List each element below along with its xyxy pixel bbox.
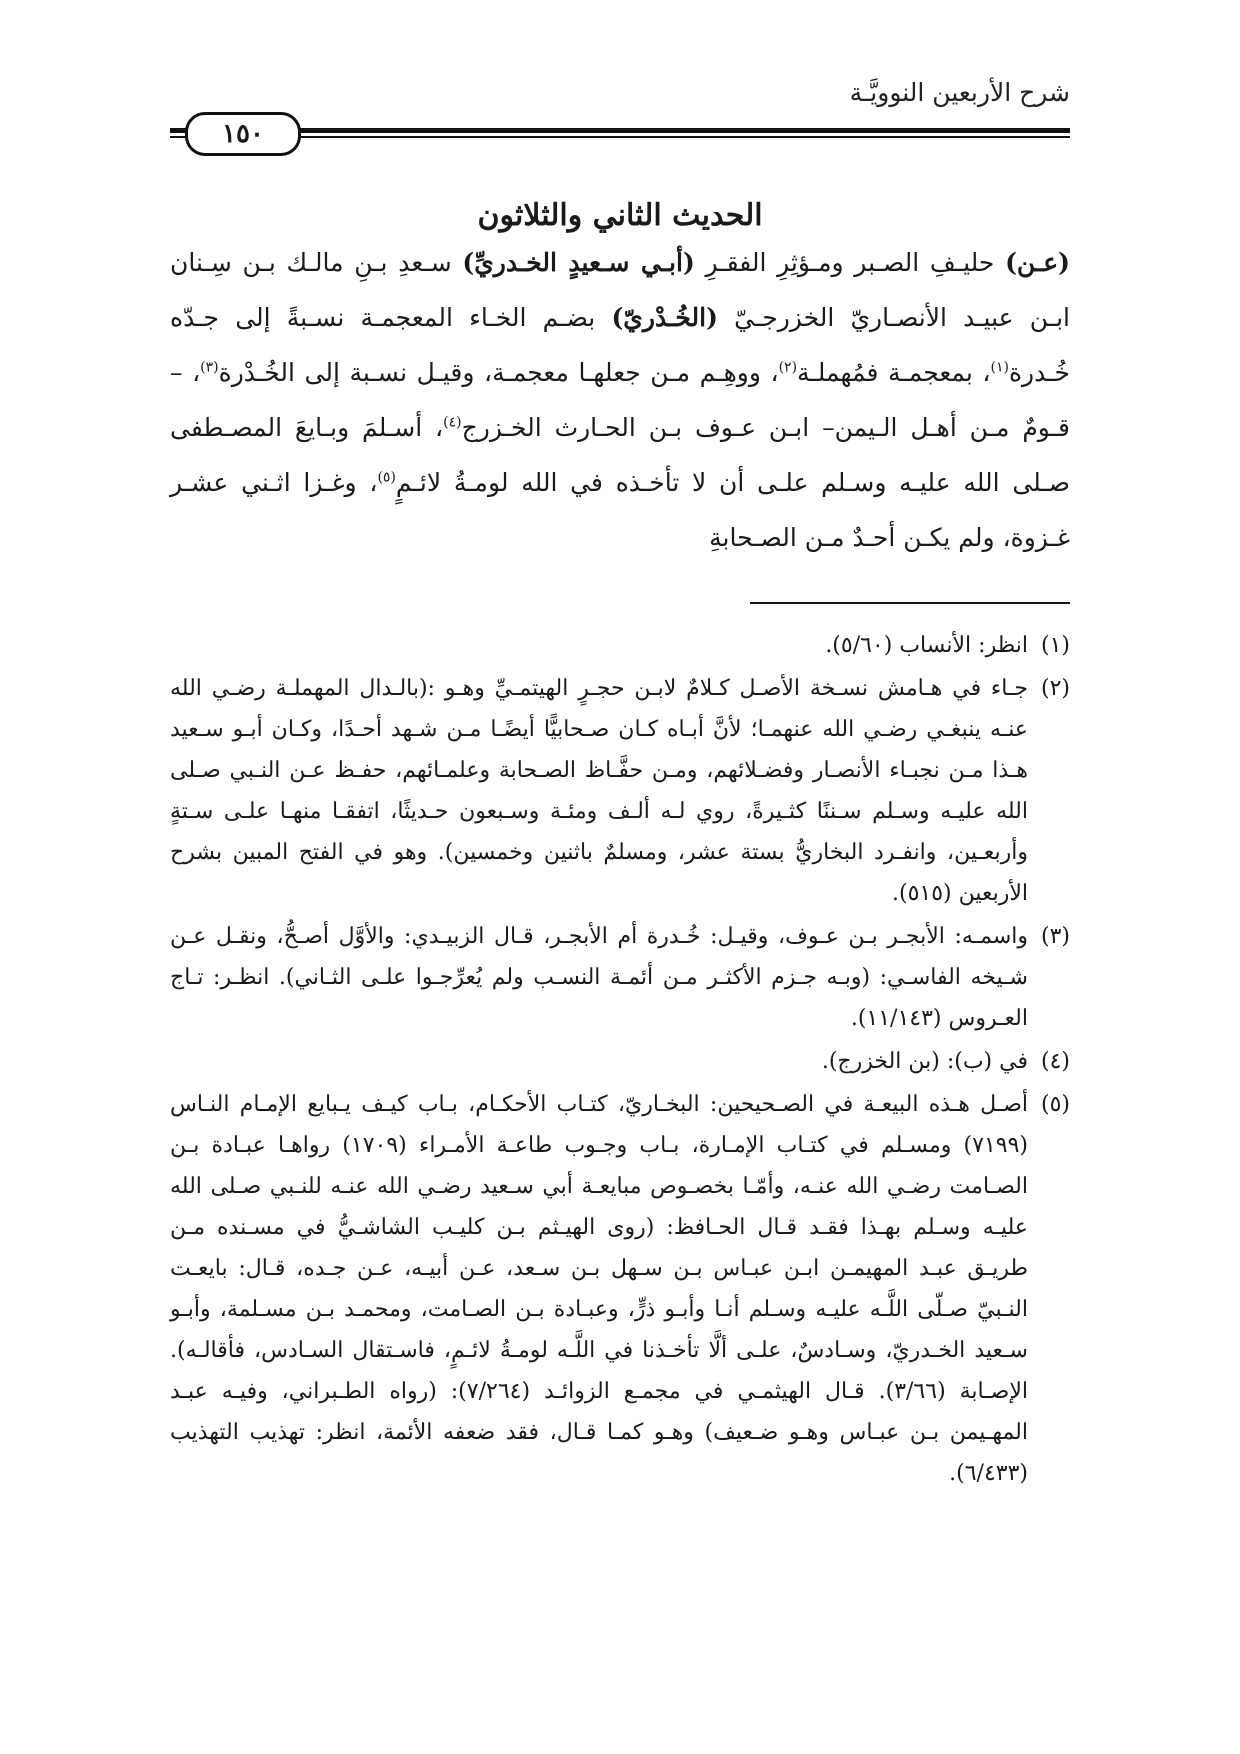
khudri-term: (الخُـدْريّ) <box>611 303 718 332</box>
footnote-5 <box>170 1084 1070 1494</box>
footnote-number: (٤) <box>1040 1049 1070 1074</box>
footnote-ref-2[interactable]: (٢) <box>778 359 798 376</box>
footnote-1 <box>170 625 1070 666</box>
main-paragraph <box>170 235 1070 565</box>
footnote-3 <box>170 916 1070 1039</box>
header-rule-thin <box>170 136 1070 138</box>
footnote-text: واسمـه: الأبجـر بـن عـوف، وقيـل: خُـدرة أم الأبجـر، قـال الزبيـدي: والأوَّل أصـحُّ، ونقـل عـن شـيخه الفاسـي: (وبـه جـزم الأكثـر مـن أئمـة النسـب ولم يُعرِّجـوا علـى الثـاني). انظـر: تـاج العـروس (١١/١٤٣). <box>170 924 1028 1031</box>
footnote-separator <box>750 602 1070 604</box>
an-word: (عـن) <box>1005 248 1070 277</box>
footnote-ref-5[interactable]: (٥) <box>377 469 396 486</box>
footnote-text: جـاء في هـامش نسـخة الأصـل كـلامٌ لابـن حجـرٍ الهيتمـيِّ وهـو :(بالـدال المهملـة رضـي الله عنـه ينبغـي رضـي الله عنهمـا؛ لأنَّ أبـاه كـان صـحابيًّا أيضًـا مـن شـهد أحـدًا، وكـان أبـو سـعيد هـذا مـن نجبـاء الأنصـار وفضـلائهم، ومـن حفَّـاظ الصـحابة وعلمـائهم، حفـظ عـن النـبي صـلى الله عليـه وسـلم سـننًا كثـيرةً، روي لـه ألـف ومئـة وسـبعون حـديثًا، اتفقـا منهـا علـى سـتةٍ وأربعـين، وانفـرد البخاريُّ بستة عشر، ومسلمٌ باثنين وخمسين). وهو في الفتح المبين بشرح الأربعين (٥١٥). <box>170 676 1028 906</box>
header-rule-thick <box>170 128 1070 133</box>
footnote-number: (٢) <box>1040 676 1070 701</box>
page-number: ١٥٠ <box>185 112 301 156</box>
text-segment: ، وغـزا اثـني عشـر غـزوة، ولم يكـن أحـدٌ مـن الصـحابةِ <box>170 468 1070 552</box>
text-segment: حليـفِ الصـبر ومـؤثِرِ الفقـرِ <box>694 248 1006 277</box>
footnote-2 <box>170 668 1070 914</box>
footnote-number: (١) <box>1040 633 1070 658</box>
hadith-heading: الحديث الثاني والثلاثون <box>477 198 763 233</box>
footnote-text: أصـل هـذه البيعـة في الصـحيحين: البخـاريّ، كتـاب الأحكـام، بـاب كيـف يـبايع الإمـام النـاس (٧١٩٩) ومسـلم في كتـاب الإمـارة، بـاب وجـوب طاعـة الأمـراء (١٧٠٩) رواهـا عبـادة بـن الصـامت رضـي الله عنـه، وأمّـا بخصـوص مبايعـة أبي سـعيد رضـي الله عنـه للنـبي صـلى الله عليـه وسـلم بهـذا فقـد قـال الحـافظ: (روى الهيـثم بـن كليـب الشاشـيُّ في مسـنده مـن طريـق عبـد المهيمـن ابـن عبـاس بـن سـهل بـن سـعد، عـن أبيـه، عـن جـده، قـال: بايعـت النـبيّ صـلّى اللَّـه عليـه وسـلم أنـا وأبـو ذرٍّ، وعبـادة بـن الصـامت، ومحمـد بـن مسـلمة، وأبـو سـعيد الخـدريّ، وسـادسٌ، علـى ألَّا تأخـذنا في اللَّـه لومـةُ لائـمٍ، فاسـتقال السـادس، فأقالـه). الإصـابة (٣/٦٦). قـال الهيثمـي في مجمـع الزوائـد (٧/٢٦٤): (رواه الطـبراني، وفيـه عبـد المهـيمن بـن عبـاس وهـو ضـعيف) وهـو كمـا قـال، فقد ضعفه الأئمة، انظر: تهذيب التهذيب (٦/٤٣٣). <box>170 1092 1029 1486</box>
footnote-ref-3[interactable]: (٣) <box>200 359 219 376</box>
text-segment: سـعدِ بـنِ مالـك بـن سِـنان ابـن عبيـد الأنصـاريّ الخزرجـيّ <box>170 248 1070 332</box>
narrator-name: (أبـي سـعيدٍ الخـدريِّ) <box>462 248 695 277</box>
footnote-text: انظر: الأنساب (٥/٦٠). <box>825 633 1028 658</box>
footnote-4 <box>170 1041 1070 1082</box>
text-segment: ، بمعجمـة فمُهملـة <box>797 358 991 387</box>
footnote-number: (٣) <box>1040 924 1070 949</box>
footnotes-section <box>170 625 1070 1496</box>
footnote-ref-4[interactable]: (٤) <box>443 414 462 431</box>
text-segment: بضـم الخـاء المعجمـة نسـبةً إلى جـدّه خُـدرة <box>170 303 1071 387</box>
text-segment: ، – قـومٌ مـن أهـل الـيمن– ابـن عـوف بـن الحـارث الخـزرج <box>170 358 1071 442</box>
footnote-ref-1[interactable]: (١) <box>990 359 1009 376</box>
text-segment: ، ووهِـم مـن جعلهـا معجمـة، وقيـل نسـبة إلى الخُـدْرة <box>218 358 779 387</box>
running-header-title: شرح الأربعين النوويَّـة <box>849 78 1070 107</box>
text-segment: ، أسـلمَ وبـايعَ المصـطفى صـلى الله عليـه وسـلم علـى أن لا تأخـذه في الله لومـةُ لائـمٍ <box>170 413 1070 497</box>
footnote-number: (٥) <box>1040 1092 1070 1117</box>
footnote-text: في (ب): (بن الخزرج). <box>821 1049 1028 1074</box>
